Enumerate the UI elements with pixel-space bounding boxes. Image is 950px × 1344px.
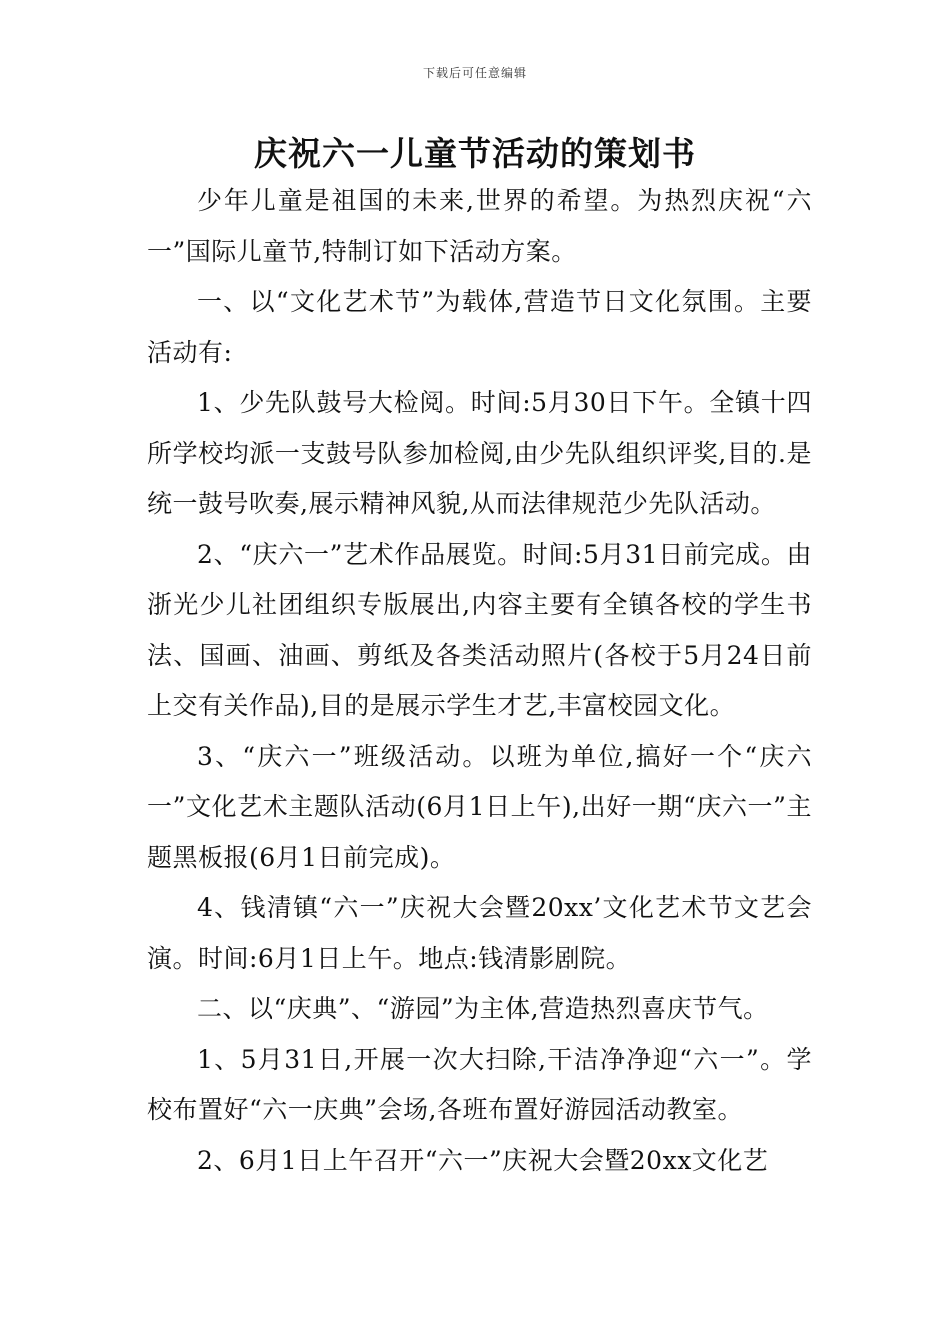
paragraph-intro: 少年儿童是祖国的未来,世界的希望。为热烈庆祝“六一”国际儿童节,特制订如下活动方案。 — [147, 186, 812, 266]
paragraph-item-3: 3、“庆六一”班级活动。以班为单位,搞好一个“庆六一”文化艺术主题队活动(6月1日上午),出好一期“庆六一”主题黑板报(6月1日前完成)。 — [147, 741, 812, 872]
paragraph-section-one: 一、以“文化艺术节”为载体,营造节日文化氛围。主要活动有: — [147, 287, 812, 367]
paragraph-section-two-item-1: 1、5月31日,开展一次大扫除,干洁净净迎“六一”。学校布置好“六一庆典”会场,各班布置好游园活动教室。 — [147, 1044, 812, 1124]
header-note: 下载后可任意编辑 — [422, 66, 527, 80]
paragraph-item-4: 4、钱清镇“六一”庆祝大会暨20xx’文化艺术节文艺会演。时间:6月1日上午。地点:钱清影剧院。 — [147, 893, 812, 973]
paragraph-section-two-item-2: 2、6月1日上午召开“六一”庆祝大会暨20xx文化艺 — [197, 1145, 769, 1175]
paragraph-section-two: 二、以“庆典”、“游园”为主体,营造热烈喜庆节气。 — [197, 994, 769, 1023]
document-body — [147, 176, 812, 1186]
document-title: 庆祝六一儿童节活动的策划书 — [254, 134, 696, 173]
paragraph-item-1: 1、少先队鼓号大检阅。时间:5月30日下午。全镇十四所学校均派一支鼓号队参加检阅,由少先队组织评奖,目的.是统一鼓号吹奏,展示精神风貌,从而法律规范少先队活动。 — [147, 388, 812, 518]
paragraph-item-2: 2、“庆六一”艺术作品展览。时间:5月31日前完成。由浙光少儿社团组织专版展出,内容主要有全镇各校的学生书法、国画、油画、剪纸及各类活动照片(各校于5月24日前上交有关作品),目的是展示学生才艺,丰富校园文化。 — [147, 539, 812, 720]
